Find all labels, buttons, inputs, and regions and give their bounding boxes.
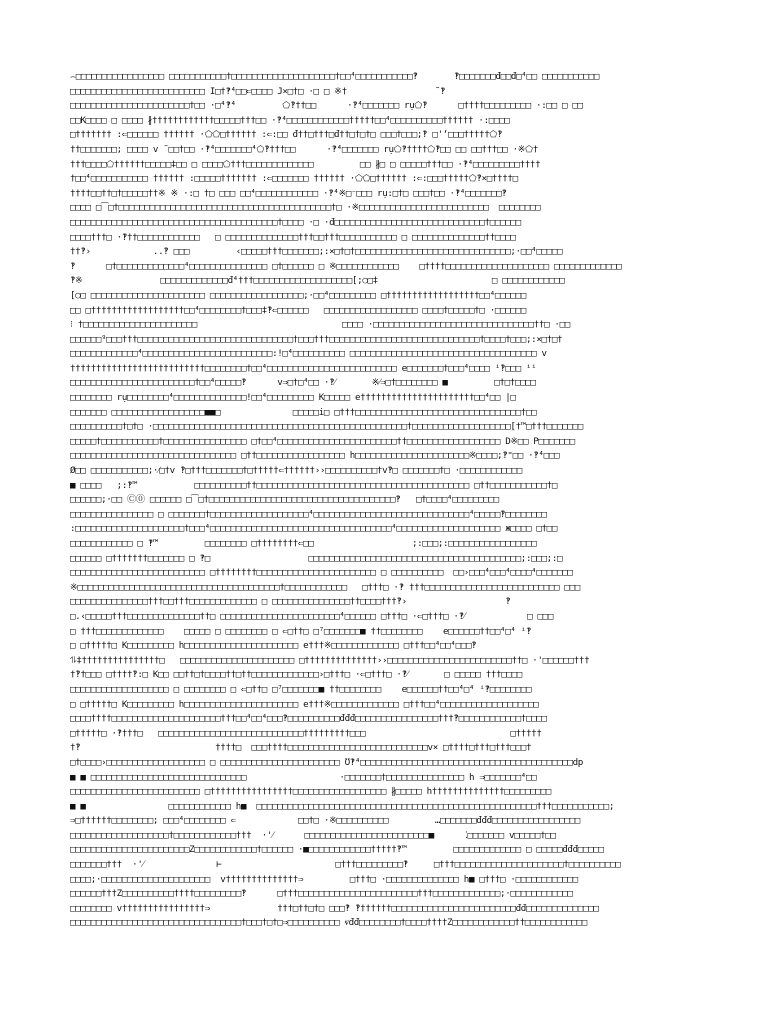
text-line: □□□□□□□□□□□□□□□□□□□ □ □□□□□□□□ □ ⇐□††□ □⁷□□□□□□□■ ††□□□□□□□□ e□□□□□□††□□⁴□⁴ ⁱ‽□□□□□□□□ — [70, 683, 532, 695]
text-line: †‽†□□□ □††††‽:□ K□□ □□††□†□□□□††□††□□□□□□□□□□□□□›□†††□ ·⇐□†††□ ·‽⁄ □ □□□□□ †††□□□□ — [70, 669, 522, 681]
text-line: □□□□□□□□□□□□□□□□□□□□□□□†□□ ·□⁴‽⁴ ⬠‽††□□ ·‽⁴□□□□□□□ rụ⬠‽ □††††□□□□□□□□□ ·:□□ □ □□ — [70, 100, 583, 112]
text-line: ‽※ □□□□□□□□□□□□□đ⁴†††□□□□□□□□□□□□□□□□□□□[;○□‡ □ □□□□□□□□□□□□ — [70, 275, 565, 287]
text-line: □ □†††††□ K□□□□□□□□□ h□□□□□□□□□□□□□□□□□□□□□□ e†††※□□□□□□□□□□□□□ □†††□□⁴□□□□□□□□□□□□□□□□□□□ — [70, 698, 539, 710]
text-line: □□□□†††□ ·‽††□□□□□□□□□□□□ □ □□□□□□□□□□□□□□†††□□†††□□□□□□□□□□□ □ □□□□□□□□□□□□□□††□□□□ — [70, 231, 516, 243]
text-line: †††□□□□⬠††††††□□□□□‡□□ □ □□□□⬠†††□□□□□□□□□□□□□ □□ ∦□ □ □□□□□†††□□ ·‽⁴□□□□□□□□□†††† — [70, 158, 541, 170]
text-line: ■ ■ □□□□□□□□□□□□□□□□□□□□□□□□□□□□□□ ·□□□□□□□†□□□□□□□□□□□□□□□ h ⇒□□□□□□□⁴□□ — [70, 771, 537, 783]
text-line: ‽ □†□□□□□□□□□□□□□⁴□□□□□□□□□□□□□□□ □†□□□□□□ □ ※□□□□□□□□□□□□ □††††□□□□□□□□□□□□□□□□□□□□ □□□□□□□□□□□□□ — [70, 260, 622, 272]
text-line: ⇒□††††††□□□□□□□□; □□□⁴□□□□□□□□ ⇐ □□†□ ·※□□□□□□□□□□ …□□□□□□□đđđ□□□□□□□□□□□□□□□□□ — [70, 815, 580, 827]
text-line: ††‽› ..‽ □□□ ‹□□□□□†††□□□□□□□;:×□†□†□□□□□□□□□□□□□□□□□□□□□□□□□□□□□□;·□□⁴□□□□□ — [70, 246, 563, 258]
text-line: □□□□□□□□□□□□□□□□□□□□□□□□□□□□□□□□□†□□□†□†□⇒□□□□□□□□□□ ⱴđđ□□□□□□□□†□□□□††††Z□□□□□□□□□□□□††□□□□□□□□□□□□ — [70, 917, 587, 929]
text-line: ††††□□††□†□□□□□††※ ※ ·:□ †□ □□□ □□⁴□□□□□□□□□□□□ ·‽⁴※□⁻□□□ rụ:□†□ □□□†□□ ·‽⁴□□□□□□□‽ — [70, 187, 507, 199]
text-line: □□□□□□ □†††††††□□□□□□□ □ ‽□ □□□□□□□□□□□□□□□□□□□□□□□□□□□□□□□□□□□□□□□□□;:□□□;:□ — [70, 552, 563, 564]
text-line: ⌢□□□□□□□□□□□□□□□□□ □□□□□□□□□□□†□□□□□□□□□□□□□□□□□□□□†□□⁴□□□□□□□□□□□‽ ‽□□□□□□□đ□□đ□⁴□□ □□□□□□□□□□□ — [70, 71, 600, 82]
text-line: □□□□††††□□□□□□□□□□□□□□□□□□□□□†††□□⁴□□⁴□□□‽□□□□□□□□□□đđđ□□□□□□□□□□□□□□□□†††‽□□□□□□□□□□□□†□□□□ — [70, 713, 547, 725]
text-line: †‽ ††††□ □□□††††□□□□□□□□□□□□□□□□□□□□□□□□□□□v× □††††□†††□†††□□□† — [70, 742, 532, 754]
text-line: □□□□□□□□□□□□ □ ‽™ □□□□□□□□ □††††††††⇐□□ ;:□□□;:□□□□□□□□□□□□□□□□□ — [70, 538, 537, 549]
text-line: ††††††††††††††††††††††††††□□□□□□□□†□□⁴□□□□□□□□□□□□□□□□□□□□□□□□□ e□□□□□□□†□□□⁴□□□□ ⁱ‽□□□ ⁱⁱ — [70, 362, 537, 374]
text-line: □††††††† :⇐□□□□□□ †††††† ·⬠⬠□†††††† :⇐:□□ đ††□†††□đ††□†□†□ □□□†□□□;‽ □'‘□□□†††††⬠‽ — [70, 129, 503, 141]
text-line: □□□□;·□□□□□□□□□□□□□□□□□□□□□ v††††††††††††††⇒ □†††□ ·□□□□□□□□□□□□□□ h■ □†††□ ·□□□□□□□□□□□□ — [70, 873, 578, 885]
text-line: ※□□□□□□□□□□□□□□□□□□□□□□□□□□□□□□□□□□□□□□□†□□□□□□□□□□□□ □†††□ ·‽ †††□□□□□□□□□□□□□□□□□□□□□□□□□□ □□□ — [70, 581, 580, 593]
text-line: ††□□□□□□□; □□□□ v ˜□□†□□ ·‽⁴□□□□□□□⁴⬠‽†††□□ ·‽⁴□□□□□□□ rụ⬠‽††††⬠‽□□ □□ □□†††□□ ·※⬠† — [70, 143, 538, 155]
text-line: □□□□□□□□□□□□□□□□□□□□□□□□□ □††††††††††††††††□□□□□□□□□□□□□□□□□□ ∦□□□□□ h††††††††††††††□□□□□□□□□ — [70, 786, 551, 798]
text-line: □ □†††††□ K□□□□□□□□□ h□□□□□□□□□□□□□□□□□□□□□□ e†††※□□□□□□□□□□□□□ □†††□□⁴□□⁴□□□‽ — [70, 640, 477, 652]
text-line: ■ □□□□ ;:‽™ □□□□□□□□□□††□□□□□□□□□□□□□□□□□□□□□□□□□□□□□□□□□□□□□□□□□ □††□□□□□□□□□□□†□ — [70, 479, 558, 491]
text-line: □□□□□□□□□□□□□□□□ □ □□□□□□□†□□□□□□□□□□□□□□□□□□□⁴□□□□□□□□□□□□□□□□□□□□□□□□□□□□□□⁴□□□□□‽□□□□□□□□ — [70, 508, 547, 520]
text-line: □□□□□□†††Z□□□□□□□□□□††††□□□□□□□□□‽ □†††□□□□□□□□□□□□□□□□□□□□□□□†††□□□□□□□□□□□□□;·□□□□□□□□□□□□ — [70, 888, 573, 900]
text-line: □□□□□□□□□□□□□□□□□□□□□□□□□□□□□□□□□□□□□□□□†□□□□ ·□ ·đ□□□□□□□□□□□□□□□□□□□□□□□□□□□□□†□□□□□□ — [70, 216, 521, 228]
text-line: □□□□□□□□□□□□□□□□□□□□□□□Z□□□□□□□□□□□□†□□□□□□ ·■□□□□□□□□□□□□†††††‽™ □□□□□□□□□□□□□ □ □□□□□đđđ□□□□□ — [70, 844, 604, 856]
text-line: □□K□□□□ □ □□□□ ∦††††††††††††□□□□□†††□□ ·‽⁴□□□□□□□□□□□□†††††□□⁴□□□□□□□□□□†††††† ·:□□□□ — [70, 114, 510, 126]
text-line: □□□□□□□□□□□□□□□□□□□□□□□□□□□□□□□□ □††□□□□□□□□□□□□□□□□□ h□□□□□□□□□□□□□□□□□□□□□□※□□□□;‽⁼□□ ·‽⁴□□□ — [70, 450, 560, 462]
text-line: □□□□□□;·□□ Ⓒ⓪ □□□□□□ □⁀□†□□□□□□□□□□□□□□□□□□□□□□□□□□□□□□□□□□□□‽ □†□□□□⁴□□□□□□□□□ — [70, 494, 499, 506]
text-line: □□□□□□□□□□□□□□□□□□□□□□□□□□ I□†‽⁴□□⇐□□□□ J×□†□ ·□ □ ※† ˜‽ — [70, 85, 446, 97]
text-line: □□□□□□□□ v††††††††††††††††⇒ †††□††□†□ □□□‽ ‽††††††□□□□□□□□□□□□□□□□□□□□□□□□đđ□□□□□□□□□□□□□□ — [70, 902, 599, 914]
text-line: †□□⁴□□□□□□□□□□□ †††††† :□□□□□††††††† :⇐□□□□□□□ †††††† ·⬠⬠□†††††† :⇐:□□□†††††⬠‽×□††††□ — [70, 173, 518, 185]
text-line: :□□□□□□□□□□□□□□□□□□□□□†□□□⁴□□□□□□□□□□□□□□□□□□□□□□□□□□□□□□□□□□□⁴□□□□□□□□□□□□□□□□□□□□ ж□□□□ □†□□ — [70, 523, 558, 535]
text-line: □□□□□□□□□□□□□□□†††□□†††□□□□□□□□□□□□□ □ □□□□□□□□□□□□□□□††□□□□†††‽› ‽ — [70, 596, 511, 608]
text-line: □ †††□□□□□□□□□□□□□ □□□□□ □ □□□□□□□□ □ ⇐□††□ □⁷□□□□□□□■ ††□□□□□□□□ e□□□□□□††□□⁴□⁴ ⁱ‽ — [70, 625, 532, 637]
text-line: ⁝ †□□□□□□□□□□□□□□□□□□□□□□ □□□□ ·□□□□□□□□□□□□□□□□□□□□□□□□□□□□□□□††□ ·□□ — [70, 319, 570, 331]
text-line: □□□□□□□□□□□□□□□□□□□□□□□□†□□⁴□□□□□‽ v⇒□†□⁴□□ ·‽⁄ ※⁄⇒□†□□□□□□□□ ■ □†□†□□□□ — [70, 377, 536, 389]
text-line: □□□□□□□††† ·'⁄ ⊢ □†††□□□□□□□□□‽ □†††□□□□□□□□□□□□□□□□□□□□□†□□□□□□□□□□ — [70, 859, 621, 871]
text-line: □□□□□□□□□□□□□□□□□□□□□□□□□□ □††††††††□□□□□□□□□□□□□□□□□□□□□□□ □ □□□□□□□□□□ □□›□□□⁴□□□⁴□□□□⁴□□□□□□□ — [70, 567, 573, 579]
text-line: □□□□□□□□□□□□□⁴□□□□□□□□□□□□□□□□□□□□□□□□□:!□⁴□□□□□□□□□□ □□□□□□□□□□□□□□□□□□□□□□□□□□□□□□□□□□□□ v — [70, 348, 547, 360]
text-line: □□□□□□□□□□†□†□ ·□□□□□□□□□□□□□□□□□□□□□□□□□□□□□□□□□□□□□□□□□□□□□□□□□†□□□□□□□□□□□□□□□□□□□[†™□†††□□□□□□□ — [70, 421, 583, 433]
text-line: □□□□□□□□ rụ□□□□□□□□⁴□□□□□□□□□□□□□□!□□⁴□□□□□□□□□ K□□□□□ e††††††††††††††††††††††□□⁴□□ |□ — [70, 392, 516, 404]
text-line: ⥮‡†††††††††††††††□ □□□□□□□□□□□□□□□□□□□□□□ □††††††††††††††››□□□□□□□□□□□□□□□□□□□□□□□□††□ ·'□□□□□□††† — [70, 654, 590, 666]
text-line: [○□ □□□□□□□□□□□□□□□□□□□□□□ □□□□□□□□□□□□□□□□□□;·□□⁴□□□□□□□□□ □††††††††††††††††††□□⁴□□□□□□ — [70, 289, 526, 301]
text-line: Ø□□ □□□□□□□□□□□;·⁄□†v ‽□†††□□□□□□□†□†††††⇐††††††››□□□□□□□□□□†v‽□ □□□□□□□†□ ·□□□□□□□□□□□□ — [70, 465, 522, 477]
text-line: □†□□□□›□□□□□□□□□□□□□□□□□□□ □ □□□□□□□□□□□□□□□□□□□□□□□ Ʊ‽⁴□□□□□□□□□□□□□□□□□□□□□□□□□□□□□□□□□□□□□□□□□dp — [70, 756, 583, 768]
text-line: □†††††□ ·‽†††□ □□□□□□□□□□□□□□□□□□□□□□□□□□□□†††††††††□□□ □††††† — [70, 727, 542, 739]
text-line: □□□□□□□□□□□□□□□□□□□†□□□□□□□□□□□□††† ·'⁄ □□□□□□□□□□□□□□□□□□□□□□□□■ ⁚□□□□□□□ v□□□□□†□□ — [70, 829, 556, 841]
text-line: ■ ■ □□□□□□□□□□□□ h■ □□□□□□□□□□□□□□□□□□□□□□□□□□□□□□□□□□□□□□□□□□□□□□□□□□□□□□†††□□□□□□□□□□□; — [70, 800, 615, 812]
text-line: □□□□□□⁹□□□†††□□□□□□□□□□□□□□□□□□□□□□□□□□□□□□†□□□†††□□□□□□□□□□□□□□□□□□□□□□□□□□□□□†□□□□†□□□;:×□†□† — [70, 333, 563, 345]
text-line: □□□□ □⁀□†□□□□□□□□□□□□□□□□□□□□□□□□□□□□□□□□□□□□□□□□□†□ ·※□□□□□□□□□□□□□□□□□□□□□□□□□ □□□□□□□□ — [70, 202, 541, 214]
text-line: □□□□□□□ □□□□□□□□□□□□□□□□□□■■□ □□□□□i□ □†††□□□□□□□□□□□□□□□□□□□□□□□□□□□□□□□□†□□ — [70, 406, 537, 418]
text-line: □.‹□□□□□†††□□□□□□□□□□□□□□††□ □□□□□□□□□□□□□□□□□□□□□□□⁴□□□□□□ □†††□ ·⇐□†††□ ·‽⁄ □ □□□ — [70, 610, 554, 622]
document-body — [70, 70, 768, 931]
text-line: □□ □††††††††††††††††††□□⁴□□□□□□□□†□□□‡‽⇐□□□□□□ □□□□□□□□□□□□□□□□□□ □□□□†□□□□□†□ ·□□□□□□ — [70, 304, 526, 316]
text-line: □□□□□†□□□□□□□□□□□†□□□□□□□□□□□□□□□□ □†□□⁴□□□□□□□□□□□□□□□□□□□□□□□††□□□□□□□□□□□□□□□□□□ D※□□ P□□□□□□□ — [70, 435, 575, 447]
